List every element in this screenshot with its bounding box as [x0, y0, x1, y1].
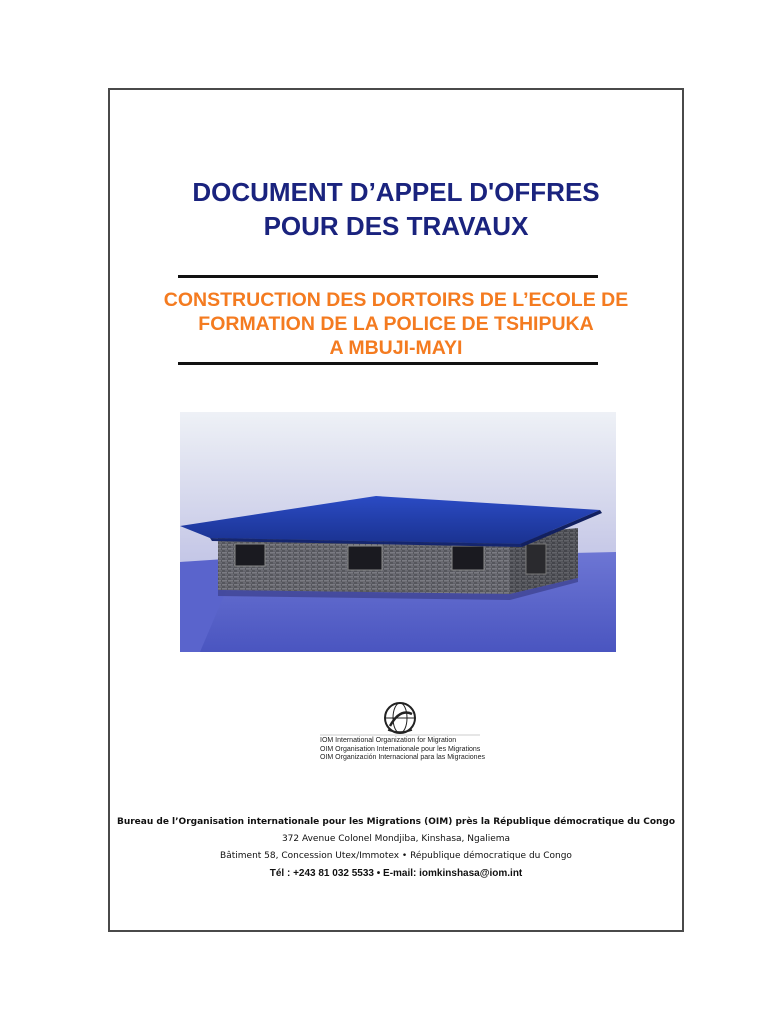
logo-line-en: IOM International Organization for Migration — [320, 737, 457, 744]
subtitle-line-3: A MBUJI-MAYI — [329, 337, 463, 359]
building-render-image — [180, 412, 616, 652]
office-name: Bureau de l’Organisation internationale pour les Migrations (OIM) près la République démocratique du Congo — [116, 817, 676, 827]
subtitle-line-1: CONSTRUCTION DES DORTOIRS DE L’ECOLE DE — [163, 289, 629, 311]
top-rule — [178, 275, 598, 278]
bottom-rule — [178, 362, 598, 365]
logo-line-es: OIM Organización Internacional para las Migraciones — [320, 754, 485, 761]
iom-logo-text — [320, 737, 490, 763]
title-line-1: DOCUMENT D’APPEL D'OFFRES — [192, 177, 600, 207]
document-title — [108, 175, 684, 243]
logo-line-fr: OIM Organisation Internationale pour les Migrations — [320, 745, 481, 753]
project-subtitle — [108, 288, 684, 360]
address-line-1: 372 Avenue Colonel Mondjiba, Kinshasa, Ngaliema — [281, 834, 511, 844]
subtitle-line-2: FORMATION DE LA POLICE DE TSHIPUKA — [198, 313, 594, 335]
window — [452, 546, 484, 570]
door — [526, 544, 546, 574]
contact-line: Tél : +243 81 032 5533 • E-mail: iomkinshasa@iom.int — [269, 868, 523, 879]
window — [348, 546, 382, 570]
window — [235, 544, 265, 566]
footer-address-block — [108, 814, 684, 882]
title-line-2: POUR DES TRAVAUX — [263, 211, 529, 241]
address-line-2: Bâtiment 58, Concession Utex/Immotex • République démocratique du Congo — [220, 851, 572, 861]
